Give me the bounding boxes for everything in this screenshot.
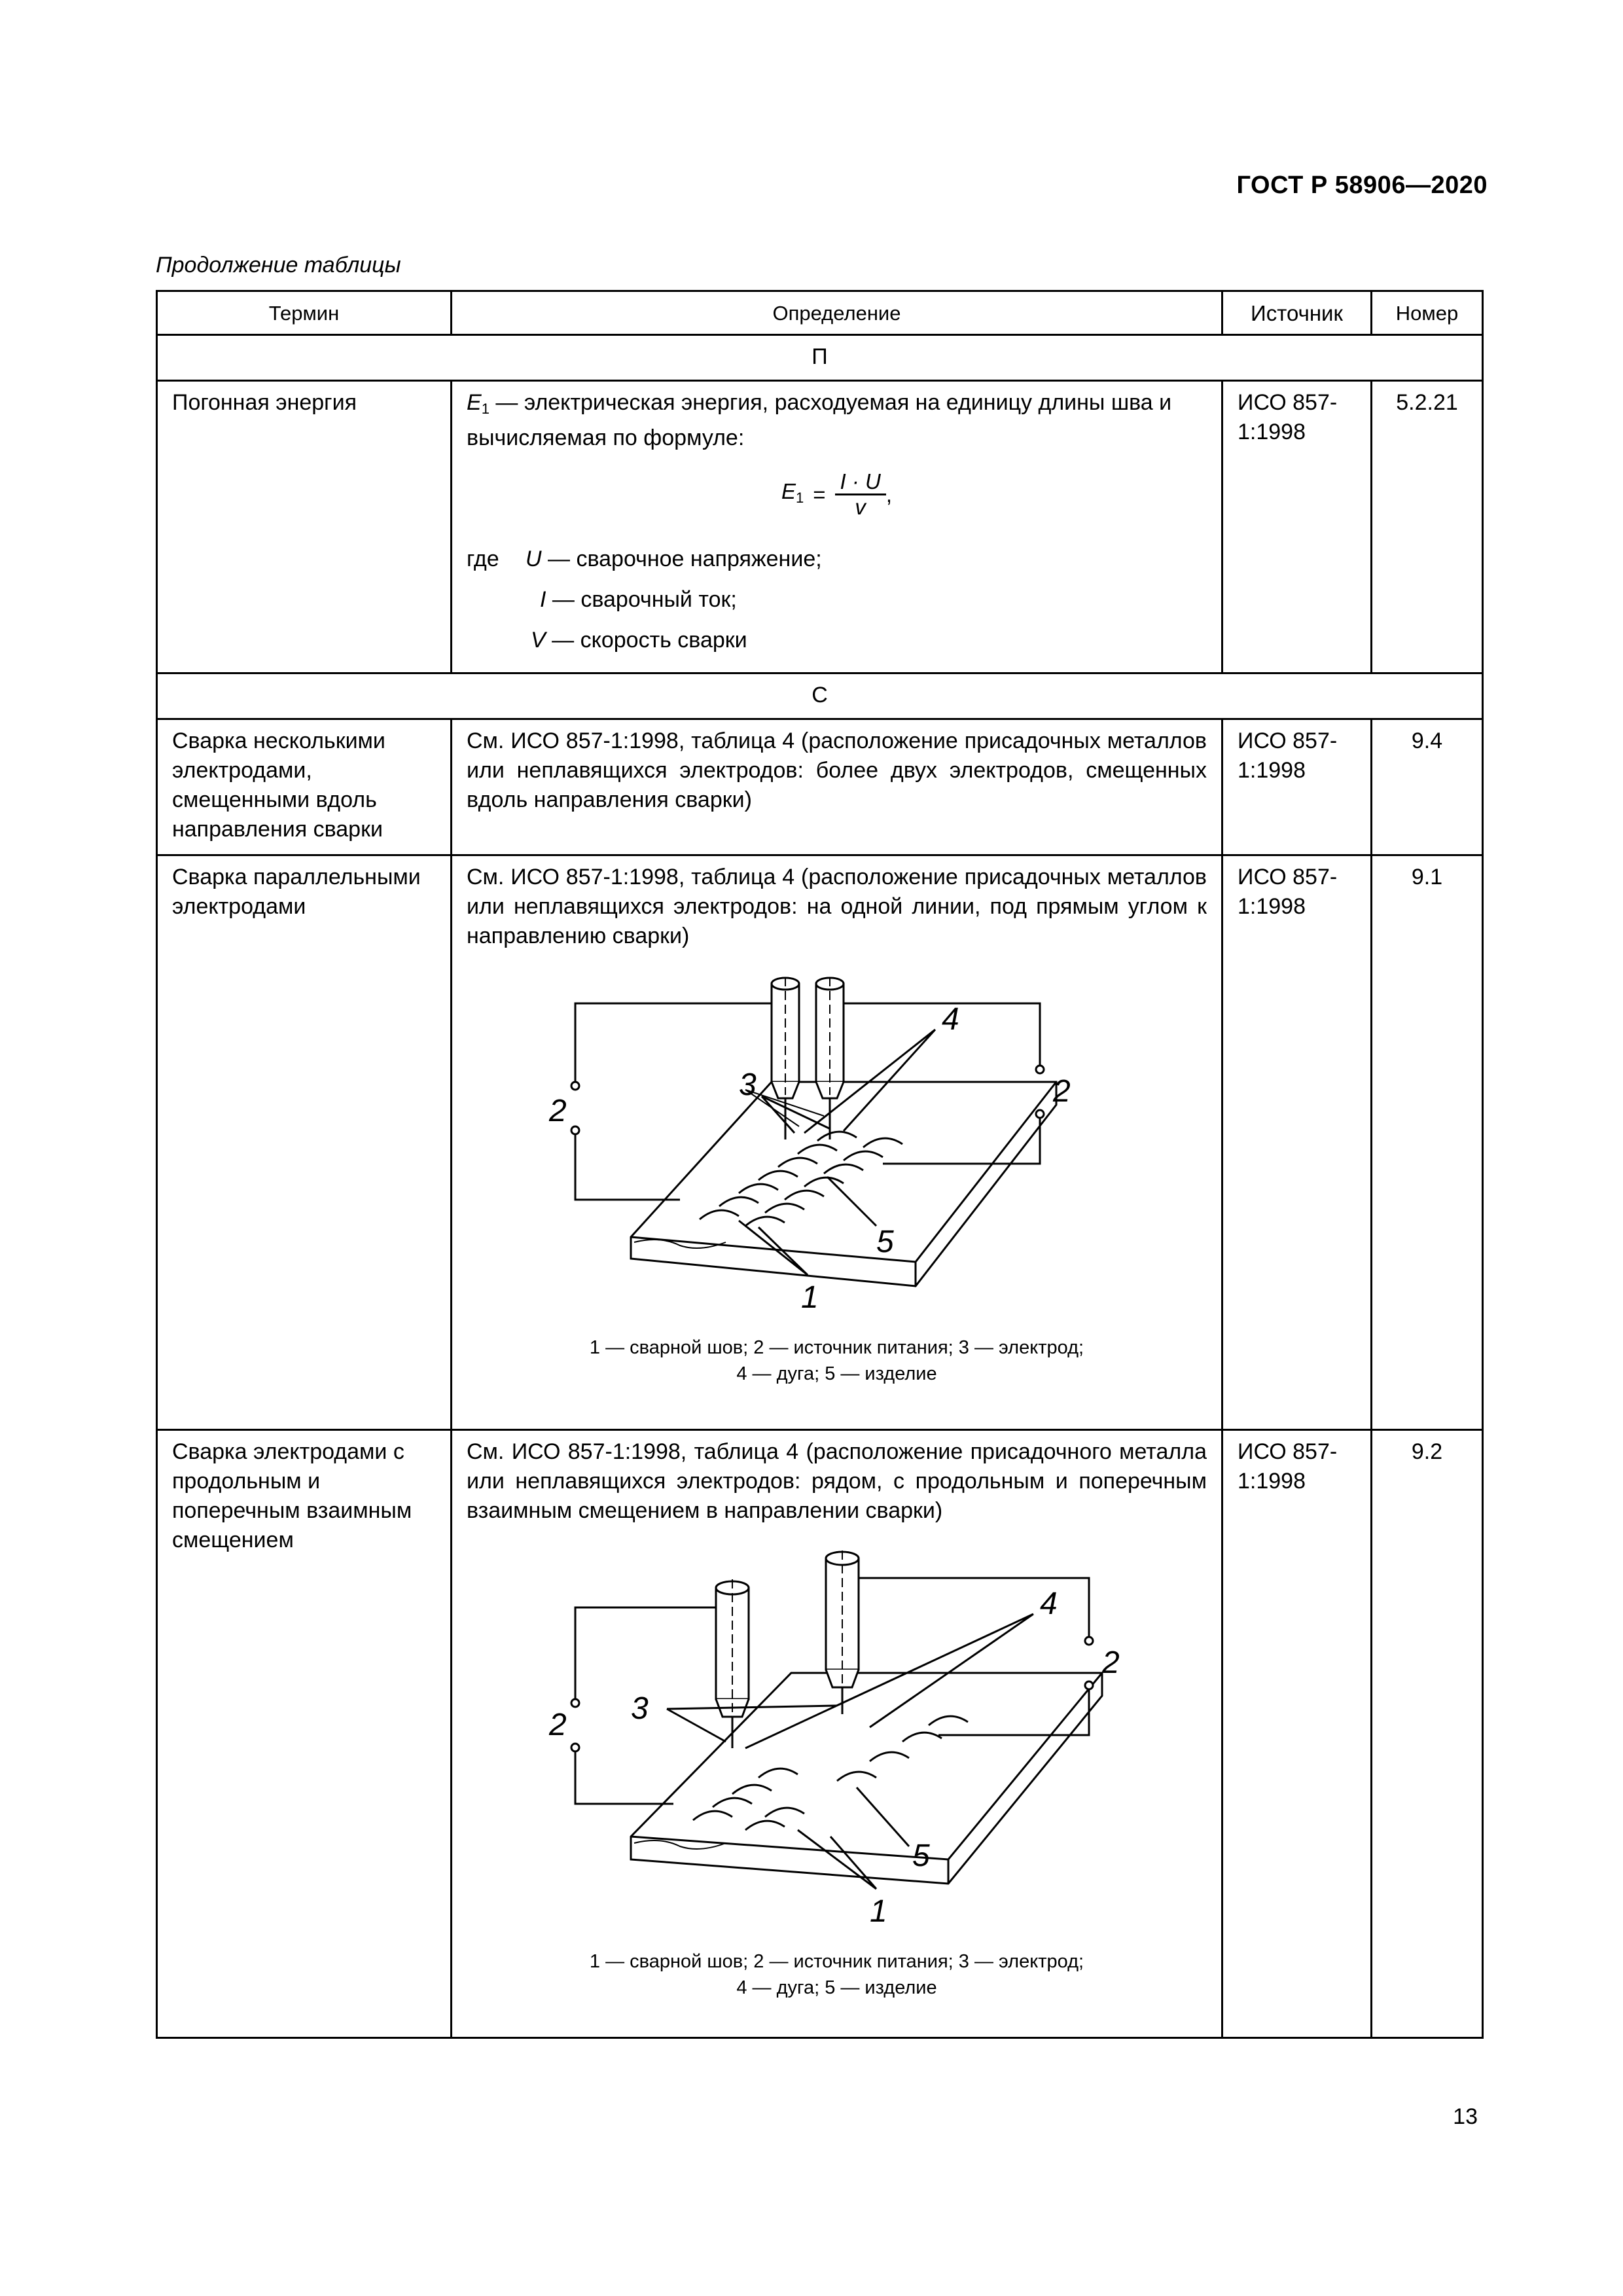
figure-label-2-left: 2: [548, 1094, 567, 1128]
legend-line: 1 — сварной шов; 2 — источник питания; 3 — электрод;: [589, 1951, 1084, 1972]
figure-legend: [467, 1335, 1207, 1387]
section-row: [157, 335, 1483, 381]
figure-label-3: 3: [630, 1691, 649, 1726]
definition-cell: См. ИСО 857-1:1998, таблица 4 (расположение присадочных металлов или неплавящихся электродов: более двух электродов, смещенных вдоль направления сварки): [452, 719, 1222, 855]
formula-comma: ,: [885, 482, 893, 507]
figure-label-3: 3: [738, 1067, 757, 1102]
formula-equals: =: [813, 482, 826, 507]
term-cell: Сварка параллельными электродами: [157, 855, 452, 1430]
term-cell: Сварка несколькими электродами, смещенными вдоль направления сварки: [157, 719, 452, 855]
figure-label-5: 5: [876, 1225, 894, 1259]
table-row: [157, 855, 1483, 1430]
number-cell: 9.4: [1372, 719, 1483, 855]
figure-label-2-right: 2: [1052, 1074, 1071, 1109]
symbol-subscript: 1: [481, 401, 490, 417]
number-cell: 9.2: [1372, 1430, 1483, 2038]
column-header-term: Термин: [157, 291, 452, 335]
where-text: — скорость сварки: [545, 628, 747, 653]
legend-line: 4 — дуга; 5 — изделие: [736, 1977, 937, 1998]
formula-lhs-sub: 1: [795, 490, 804, 506]
formula-denominator: v: [855, 495, 866, 519]
definition-cell: [452, 381, 1222, 673]
page-number: 13: [1453, 2104, 1478, 2129]
source-cell: ИСО 857-1:1998: [1222, 1430, 1372, 2038]
figure-label-4: 4: [1039, 1587, 1058, 1621]
definition-cell: [452, 855, 1222, 1430]
offset-electrodes-figure: [529, 1539, 1145, 1945]
table-row: [157, 719, 1483, 855]
terms-table: [156, 290, 1484, 2039]
source-cell: ИСО 857-1:1998: [1222, 381, 1372, 673]
where-text: — сварочное напряжение;: [541, 547, 822, 571]
column-header-definition: Определение: [452, 291, 1222, 335]
term-cell: Сварка электродами с продольным и поперечным взаимным смещением: [157, 1430, 452, 2038]
figure-legend: [467, 1948, 1207, 2001]
definition-text: См. ИСО 857-1:1998, таблица 4 (расположение присадочных металлов или неплавящихся электродов: на одной линии, под прямым углом к направлению сварки): [467, 865, 1207, 948]
figure-label-2-left: 2: [548, 1708, 567, 1742]
source-cell: ИСО 857-1:1998: [1222, 719, 1372, 855]
table-row: [157, 381, 1483, 673]
table-header-row: [157, 291, 1483, 335]
where-symbol: U: [526, 547, 542, 571]
parallel-electrodes-figure: [529, 964, 1145, 1331]
definition-cell: [452, 1430, 1222, 2038]
definition-text: См. ИСО 857-1:1998, таблица 4 (расположение присадочного металла или неплавящихся электродов: рядом, с продольным и поперечным взаимным смещением в направлении сварки): [467, 1439, 1207, 1523]
figure-label-1: 1: [800, 1280, 819, 1315]
definition-text: [467, 388, 1207, 453]
term-cell: Погонная энергия: [157, 381, 452, 673]
definition-intro: — электрическая энергия, расходуемая на единицу длины шва и вычисляемая по формуле:: [467, 390, 1172, 450]
formula: [467, 470, 1207, 519]
formula-numerator: I · U: [835, 470, 886, 495]
section-letter: П: [157, 335, 1483, 381]
where-symbol: V: [531, 628, 546, 653]
column-header-number: Номер: [1372, 291, 1483, 335]
where-list: [467, 539, 1207, 660]
source-cell: ИСО 857-1:1998: [1222, 855, 1372, 1430]
table-row: [157, 1430, 1483, 2038]
table-continuation-caption: Продолжение таблицы: [156, 253, 401, 278]
legend-line: 4 — дуга; 5 — изделие: [736, 1363, 937, 1384]
number-cell: 5.2.21: [1372, 381, 1483, 673]
symbol: E: [467, 390, 482, 415]
where-label: где: [467, 547, 499, 571]
legend-line: 1 — сварной шов; 2 — источник питания; 3 — электрод;: [589, 1337, 1084, 1358]
number-cell: 9.1: [1372, 855, 1483, 1430]
formula-fraction: [835, 470, 886, 519]
section-row: [157, 673, 1483, 719]
where-text: — сварочный ток;: [546, 587, 737, 612]
column-header-source: Источник: [1222, 291, 1372, 335]
figure-label-1: 1: [869, 1894, 887, 1929]
figure-label-5: 5: [912, 1839, 930, 1873]
document-standard-number: ГОСТ Р 58906—2020: [1236, 171, 1488, 199]
figure-label-2-right: 2: [1101, 1645, 1120, 1680]
section-letter: С: [157, 673, 1483, 719]
figure-label-4: 4: [941, 1002, 959, 1037]
formula-lhs: E: [781, 479, 796, 503]
where-symbol: I: [540, 587, 546, 612]
